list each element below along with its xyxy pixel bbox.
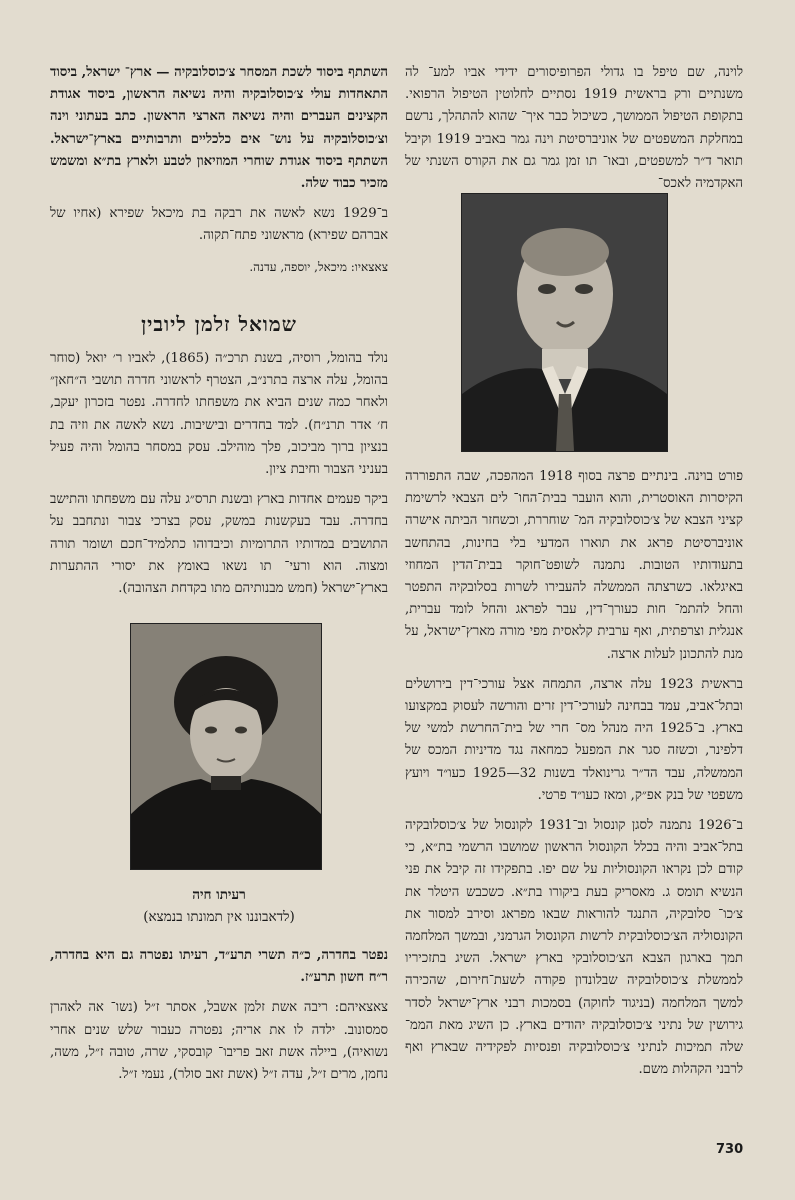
paragraph: בראשית 1923 עלה ארצה, התמחה אצל עורכי־דין בירושלים ובתל־אביב, עמד בבחינה לעורכי־דין זרים והורשה לעסוק במקצועו בארץ. ב־1925 היה מנהל מס־ חרי של בית־החרשת למשי של דלפינר, וכשזה סגר את המפעל כמחאה נגד מדיניות המכס של הממשלה, עבד הד״ר גרינואלד בשנות 32—1925 כעו״ד ויועץ משפטי של בנק אפ״ק, ומאז כעו״ד פרטי.: [405, 676, 744, 803]
paragraph: לוינה, שם טיפל בו גדולי הפרופיסורים ידידי אביו למע־ לה משנתיים ורק בראשית 1919 נסתיים לחלוטין הטיפול הרפואי. בתקופת הטיפול הממושך, כשיכול כבר איך־ שהוא להתהלך, נרשם במחלקת המשפטים של אוניברסיטת וינה גמר באביב 1919 וקיבל תואר ד״ר למשפטים, ובאו־ תו זמן גמר גם את הקורס השנתי של האקדמיה לאכס־: [405, 65, 744, 192]
paragraph: נולד בהומל, רוסיה, בשנת תרכ״ה (1865), לאביו ר׳ יואל (סוחר בהומל, עלה ארצה בתרנ״ב, הצטרף לראשוני חדרה תושבי ה״חאן״ ולאחר כמה שנים הביא את משפחתו לחדרה. נפטר בזכרון יעקב, ח׳ אדר תרנ״ח). למד בחדרים ובישיבות. נשא לאשה את וזיה בת בנציון ברוך מביכוב, פלך מוהילב. עסק במסחר בהומל והיה פעיל בעניני הצבור וחיבת ציון.: [50, 351, 388, 478]
left-column-bottom: [50, 945, 388, 1094]
left-column-body: [50, 348, 388, 608]
caption-note: (לדאבוננו אין תמונתו בנמצא): [143, 909, 295, 925]
paragraph: ב־1929 נשא לאשה את רבקה בת מיכאל שפירא (אחיו של אברהם שפירא) מראשוני פתח־תקוה.: [50, 206, 388, 244]
left-column-top: [50, 62, 388, 286]
section-heading: שמואל זלמן ליובין: [141, 312, 297, 336]
photo-caption: [50, 884, 388, 928]
page-number: 730: [716, 1142, 744, 1157]
right-column-top: [405, 62, 743, 203]
paragraph: ב־1926 נתמנה לסגן קונסול וב־1931 לקונסול של צ׳כוסלובקיה בתל־אביב והיה בכלל הקונסול הראשון שמושבו הרשמי בת״א, כי קודם לכן נקראו הקונסוליות על שם יפו. בתפקידו זה קיבל את פני הנשיא תומס ג. מאסריק בעת ביקורו בת״א. כשכבש היטלר את צ׳כו־ סלובקיה, התנגד להוראות שבאו מפראג וסירב למסור את הקונסוליה הצ׳כוסלובקית לרשות הקונסול הגרמני, ובמשך המלחמה תמך בארגון הצבא הצ׳כוסלובקי בארץ ישראל. השיג בתזכיריו לממשלת צ׳כוסלובקיה שבלונדון פקודה לשעת־חירום, שהכירה למשך המלחמה (בניגוד לחוקה) בסמכות רבני ארץ־ישראל לסדר גירושין של נתיני צ׳כוסלובקיה יהודים בארץ. כן השיג מאת הממ־ שלה תמיכות לנתיני צ׳כוסלובקיה ופנסיות לפקידיה שבארץ ואף לרבני הקהלות משם.: [405, 818, 744, 1078]
portrait-photo-woman: [130, 623, 322, 870]
paragraph: צאצאיהם: ריבה אשת זלמן אשבל, אסתר ז״ל (נשו־ אה לאהרן סמסונוב. ילדה לו את אריה; נפטרה כעבור שלש שנים אחרי נשואיה), ביילה אשת זאב פריבו־ קובסקי, שרה, טובה ז״ל, משה, נחמן, מרים ז״ל, עדה ז״ל (אשת זאב סולר), נעמי ז״ל.: [50, 1000, 388, 1083]
paragraph: השתתף ביסוד לשכת המסחר צ׳כוסלובקיה — ארץ־ ישראל, ביסוד התאחדות עולי צ׳כוסלובקיה והיה נשיאה הראשון, ביסוד אגודת הקצינים העברים והיה נשיאה הארצי הראשון. כתב בעתוני וינה וצ׳כוסלובקיה על נוש־ אים כלכליים ותרבותיים בארץ־ישראל. השתתף ביסוד אגודת שוחרי המוזיאון לטבע ולארץ בת״א ומשמש מזכיר כבוד שלה.: [50, 65, 388, 192]
paragraph: ביקר פעמים אחדות בארץ ובשנת תרס״ג עלה עם משפחתו והתישב בחדרה. עבד בעקשנות במשק, עסק בצרכי צבור ונתחבב על התושבים במדותיו התרומיות וכיבדוהו כתלמיד־חכם ושומר תורה ומצוה. הוא ורעי־ תו נשאו באומץ את יסורי ההתערות בארץ־ישראל (חמש מבנותיהם מתו בקדחת הצהובה).: [50, 492, 388, 597]
paragraph: פורט בוינה. בינתיים פרצה בסוף 1918 המהפכה, שבה התפוררה הקיסרות האוסטרית, והוא הועבר בבית־החו־ לים הצבאי לרשימת קציני הצבא של צ׳כוסלובקיה המ־ שוחררת, וכשחזר הביתה אישרה אוניברסיטת פראג את תוארו המדעי בלי בחינות, בהתחשב בתעודותיו הטובות. נתמנה לשופט־חוקר בבית־הדין המחוזי באיגלאו. כשרצתה הממשלה להעבירו לשרות בסלובקיה התפטר והחל להתמ־ חות כעורך־דין, עבר לפראג והחל לומד עברית, אנגלית וצרפתית, ואף ערבית קלאסית מפי מורה מארץ־ישראל, על מנת להתכונן לעלות ארצה.: [405, 469, 743, 662]
paragraph: נפטר בחדרה, כ״ה תשרי תרע״ד, רעיתו נפטרה גם היא בחדרה, ר״ח חשון תרע״ז.: [50, 948, 388, 986]
portrait-photo-man: [461, 193, 668, 452]
right-column-body: [405, 466, 743, 1089]
caption-title: רעיתו חיה: [192, 887, 246, 903]
children-list: צאצאיו: מיכאל, יוספה, עדנה.: [249, 259, 388, 274]
